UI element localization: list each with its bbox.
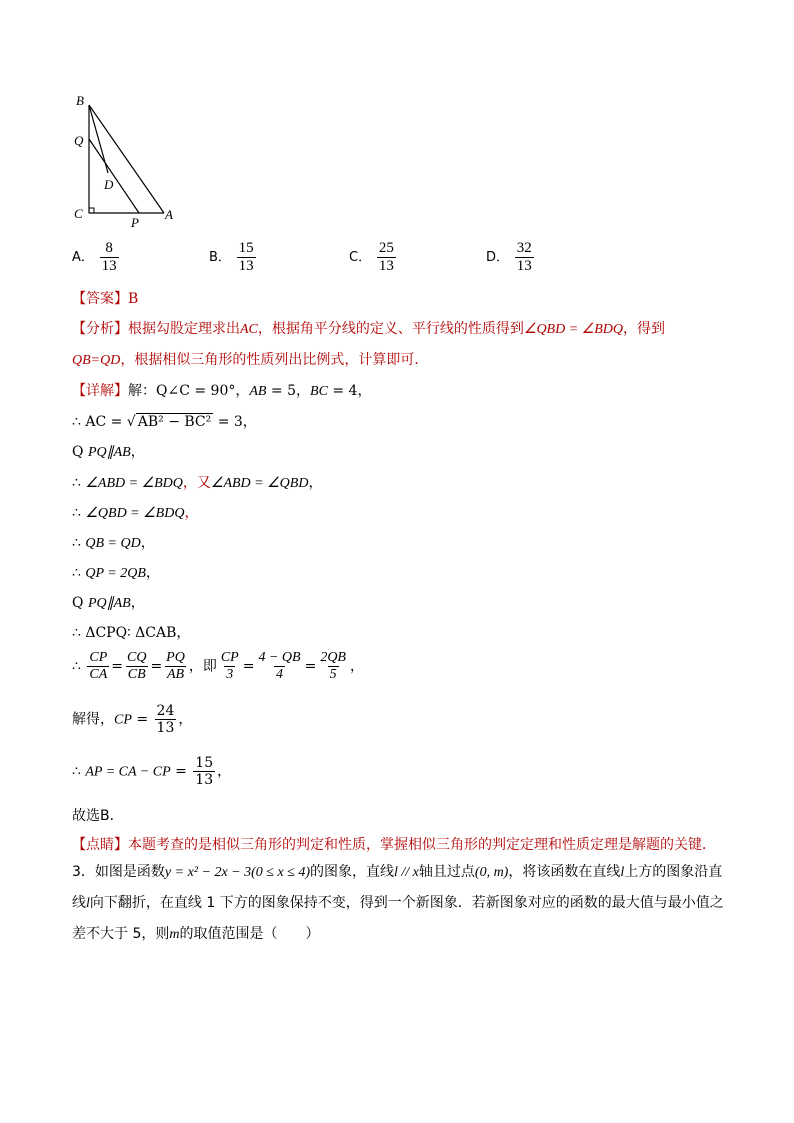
frac-cp-ca [87,650,109,683]
detail-line-6 [72,532,155,552]
detail-l6-b: QB = QD [85,536,141,551]
label-A: A [165,207,173,222]
frac-cp-ca-den: CA [89,667,108,683]
frac-2qb-5-den: 5 [329,667,337,683]
frac-cq-cb-num: CQ [126,650,147,665]
frac-cp-3-den: 3 [226,667,234,683]
segment-BD [89,105,108,173]
option-c-fraction [377,240,396,276]
detail-line-3 [72,441,145,461]
option-d-label: D． [486,250,510,266]
option-a-label: A． [72,250,94,266]
frac-4qb-4-den: 4 [276,667,284,683]
q3-point: (0, m) [474,865,509,880]
detail-l5-a: ∴ [72,505,86,521]
detail-line-5 [72,502,198,522]
label-C: C [74,206,83,221]
analysis-line-1 [72,318,665,338]
option-b-num: 15 [238,240,254,256]
answer-value: B [128,291,139,307]
detail-l11-b: CP [114,712,132,728]
analysis-qbqd: QB=QD [72,353,121,368]
option-a-fraction [100,240,119,276]
analysis-ac: AC [240,322,258,337]
detail-l3-c: ， [130,444,145,460]
option-d-fraction [515,240,534,276]
option-a[interactable] [72,240,121,276]
right-angle-mark [89,208,94,213]
option-a-den: 13 [101,258,117,275]
detail-l1-c: = 5， [266,383,311,399]
frac-cq-cb [125,650,148,683]
q3-m: m [169,927,180,942]
analysis-tag: 【分析】 [72,321,128,337]
detail-line-4 [72,472,322,492]
detail-l10-eq3: = [242,658,255,675]
q3-p2: 的图象，直线 [310,864,395,880]
question-3 [72,857,732,950]
analysis-text-4: ，根据相似三角形的性质列出比例式，计算即可． [120,352,429,368]
detail-l4-d: ∠ABD = ∠QBD [210,476,309,491]
detail-l1-d: BC [310,384,328,399]
detail-line-1 [72,380,371,400]
detail-l8-c: ， [130,595,145,611]
detail-l10-a: ∴ [72,658,86,675]
option-b-fraction [237,240,256,276]
option-b-den: 13 [238,258,254,275]
detail-l6-a: ∴ [72,535,86,551]
detail-line-2 [72,411,257,431]
detail-l10-end: ， [349,658,364,675]
q3-l3: l [86,896,90,911]
frac-cp-ca-num: CP [89,650,108,665]
q3-p4: ，将该函数在直线 [508,864,621,880]
label-B: B [76,95,84,108]
q3-l-parallel: l // x [394,865,419,880]
detail-line-11 [72,703,192,736]
frac-2qb-5 [318,650,348,683]
detail-l5-c: ， [184,505,199,521]
detail-tag: 【详解】 [72,383,128,399]
detail-l11-a: 解得， [72,711,114,728]
option-b-label: B． [209,250,231,266]
detail-l12-d: ， [217,763,232,780]
analysis-text-1: 根据勾股定理求出 [128,321,240,337]
q3-p5: 上方的图象沿直线 [72,864,723,911]
detail-line-12 [72,755,231,788]
detail-l10-eq4: = [304,658,317,675]
detail-l8-a: Q [72,595,88,611]
detail-l11-c: = [131,711,153,728]
detail-line-13 [72,805,124,825]
detail-l2-radicand: AB² − BC² [137,414,212,430]
q3-l2: l [620,865,625,880]
frac-4qb-4 [256,650,302,683]
frac-2qb-5-num: 2QB [320,650,346,665]
frac-15-13-den: 13 [195,772,214,789]
frac-pq-ab-den: AB [166,667,185,683]
detail-l2-post: = 3， [213,414,257,430]
detail-l4-e: ， [308,475,323,491]
detail-l7-c: ， [145,565,160,581]
label-D: D [104,177,114,192]
detail-l2-pre: ∴ AC = √ [72,414,136,430]
detail-line-9 [72,622,190,642]
detail-l4-c: ，又 [182,475,211,491]
q3-p6: 向下翻折，在直线 1 下方的图象保持不变，得到一个新图象．若新图象对应的函数的最大值与最小值之差不大于 5，则 [72,895,724,942]
detail-l10-eq1: = [111,658,123,675]
frac-15-13-num: 15 [195,755,214,771]
detail-l13: 故选B． [72,808,124,824]
frac-24-13-den: 13 [156,720,175,737]
detail-l1-e: = 4， [327,383,372,399]
segment-BA [89,105,164,213]
option-a-num: 8 [105,240,113,256]
frac-24-13-num: 24 [156,703,175,719]
detail-l12-c: = [170,763,192,780]
frac-24-13 [155,703,177,736]
detail-l3-b: PQ∥AB [87,445,131,460]
detail-l6-c: ， [140,535,155,551]
option-c-den: 13 [378,258,394,275]
detail-l7-b: QP = 2QB [85,566,146,581]
segment-QP [89,139,139,213]
option-d-den: 13 [516,258,532,275]
option-d-num: 32 [516,240,532,256]
detail-line-7 [72,562,160,582]
frac-15-13 [193,755,215,788]
q3-p1: 3．如图是函数 [72,864,165,880]
detail-l10-mid: ，即 [188,658,217,675]
detail-l1-b: AB [249,384,267,399]
analysis-eq: ∠QBD = ∠BDQ [523,322,623,337]
q3-p7: 的取值范围是（ ） [179,926,320,942]
detail-l12-b: AP = CA − CP [85,764,171,780]
label-Q: Q [74,133,84,148]
detail-line-8 [72,592,145,612]
frac-cq-cb-den: CB [127,667,146,683]
option-c-label: C． [349,250,372,266]
analysis-text-2: ，根据角平分线的定义、平行线的性质得到 [257,321,524,337]
option-c[interactable] [349,240,398,276]
analysis-line-2 [72,349,428,369]
detail-l8-b: PQ∥AB [87,596,131,611]
frac-pq-ab [164,650,187,683]
detail-l9-a: ∴ ΔCPQ∶ ΔCAB， [72,625,191,641]
comment-tag: 【点睛】 [72,837,128,853]
detail-l5-b: ∠QBD = ∠BDQ [85,506,185,521]
label-P: P [131,215,139,230]
frac-pq-ab-num: PQ [166,650,185,665]
comment-line [72,834,716,854]
option-c-num: 25 [378,240,394,256]
detail-l4-b: ∠ABD = ∠BDQ [85,476,183,491]
triangle-diagram [70,95,190,235]
detail-l3-a: Q [72,444,88,460]
q3-p3: 轴且过点 [418,864,475,880]
option-d[interactable] [486,240,536,276]
analysis-text-3: ，得到 [622,321,665,337]
detail-l1-a: 解：Q∠C = 90°， [128,383,250,399]
detail-line-10 [72,650,364,683]
detail-l11-d: ， [178,711,193,728]
detail-l12-a: ∴ [72,763,86,780]
q3-function: y = x² − 2x − 3(0 ≤ x ≤ 4) [164,865,311,880]
frac-cp-3-num: CP [220,650,239,665]
frac-cp-3 [219,650,241,683]
comment-text: 本题考查的是相似三角形的判定和性质，掌握相似三角形的判定定理和性质定理是解题的关键． [128,837,716,853]
answer-line [72,288,138,308]
frac-4qb-4-num: 4 − QB [258,650,301,665]
detail-l7-a: ∴ [72,565,86,581]
detail-l10-eq2: = [150,658,163,675]
detail-l4-a: ∴ [72,475,86,491]
option-b[interactable] [209,240,258,276]
answer-tag: 【答案】 [72,291,128,307]
